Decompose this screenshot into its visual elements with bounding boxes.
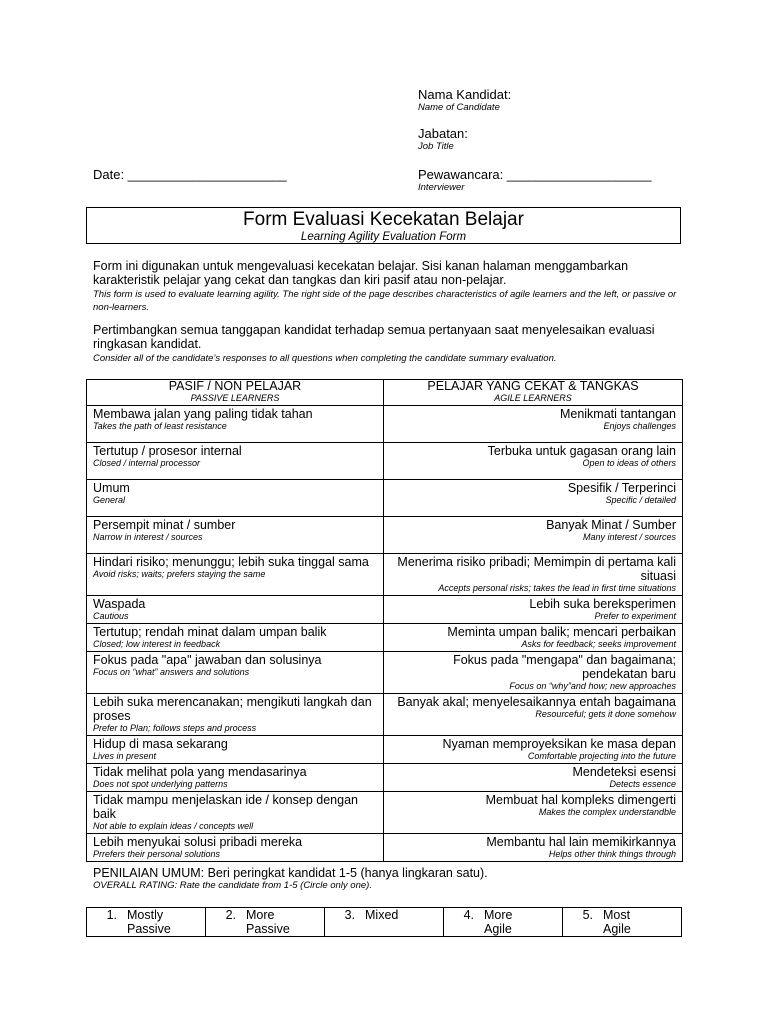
rating-number: 3. xyxy=(344,908,355,922)
overall-rating-text: PENILAIAN UMUM: Beri peringkat kandidat 1-5 (hanya lingkaran satu). xyxy=(93,866,488,880)
rating-number: 4. xyxy=(463,908,474,922)
passive-trait-cell xyxy=(87,624,384,652)
rating-label-line1: More xyxy=(246,908,275,922)
agile-trait-translation: Helps other think things through xyxy=(548,849,676,859)
table-row xyxy=(87,694,683,736)
header-agile-title: PELAJAR YANG CEKAT & TANGKAS xyxy=(427,379,639,393)
rating-number: 1. xyxy=(106,908,117,922)
table-row xyxy=(87,834,683,862)
agile-trait: Mendeteksi esensi xyxy=(572,765,676,779)
agile-trait-translation: Many interest / sources xyxy=(582,532,676,542)
passive-trait-cell xyxy=(87,443,384,480)
agile-trait: Lebih suka bereksperimen xyxy=(529,597,676,611)
table-row xyxy=(87,596,683,624)
table-row xyxy=(87,624,683,652)
job-title-label: Jabatan: xyxy=(418,126,468,141)
intro-paragraph-1 xyxy=(93,259,678,314)
passive-trait-translation: Prefer to Plan; follows steps and process xyxy=(93,723,257,733)
table-row xyxy=(87,652,683,694)
passive-trait: Tertutup / prosesor internal xyxy=(93,444,242,458)
table-row xyxy=(87,554,683,596)
agile-trait-translation: Accepts personal risks; takes the lead in first time situations xyxy=(438,583,676,593)
intro-paragraph-1-text: Form ini digunakan untuk mengevaluasi kecekatan belajar. Sisi kanan halaman menggambarkan karakteristik pelajar yang cekat dan tangkas dan kiri pasif atau non-pelajar. xyxy=(93,259,629,287)
rating-number: 2. xyxy=(225,908,236,922)
passive-trait-cell xyxy=(87,517,384,554)
agile-trait-translation: Detects essence xyxy=(609,779,676,789)
agile-trait-cell xyxy=(384,624,683,652)
table-row xyxy=(87,517,683,554)
job-title-sublabel: Job Title xyxy=(418,141,454,152)
agile-trait-translation: Specific / detailed xyxy=(605,495,676,505)
header-agile-subtitle: AGILE LEARNERS xyxy=(494,393,572,403)
passive-trait-translation: Narrow in interest / sources xyxy=(93,532,203,542)
passive-trait-translation: Takes the path of least resistance xyxy=(93,421,227,431)
table-row xyxy=(87,480,683,517)
intro-paragraph-2-translation: Consider all of the candidate’s responses to all questions when completing the candidate summary evaluation. xyxy=(93,353,557,364)
candidate-name-label: Nama Kandidat: xyxy=(418,87,512,102)
passive-trait-translation: Prrefers their personal solutions xyxy=(93,849,221,859)
agile-trait-cell xyxy=(384,694,683,736)
agile-trait: Spesifik / Terperinci xyxy=(567,481,676,495)
agile-trait-cell xyxy=(384,792,683,834)
table-row xyxy=(87,764,683,792)
passive-trait-translation: Cautious xyxy=(93,611,129,621)
passive-trait: Hindari risiko; menunggu; lebih suka tinggal sama xyxy=(93,555,369,569)
agile-trait-cell xyxy=(384,596,683,624)
passive-trait-cell xyxy=(87,736,384,764)
intro-paragraph-2 xyxy=(93,323,678,365)
agile-trait-translation: Enjoys challenges xyxy=(603,421,676,431)
header-agile-learners xyxy=(384,380,683,406)
agile-trait: Menerima risiko pribadi; Memimpin di pertama kali situasi xyxy=(397,555,676,583)
overall-rating-instructions xyxy=(93,866,678,891)
header-passive-title: PASIF / NON PELAJAR xyxy=(168,379,302,393)
candidate-name-sublabel: Name of Candidate xyxy=(418,102,500,113)
rating-option-2[interactable] xyxy=(206,908,325,937)
agile-trait-cell xyxy=(384,834,683,862)
date-field: Date: ______________________ xyxy=(93,167,287,182)
table-row xyxy=(87,406,683,443)
passive-trait-translation: Does not spot underlying patterns xyxy=(93,779,228,789)
passive-trait-translation: Lives in present xyxy=(93,751,157,761)
agile-trait-translation: Resourceful; gets it done somehow xyxy=(535,709,676,719)
intro-paragraph-2-text: Pertimbangkan semua tanggapan kandidat terhadap semua pertanyaan saat menyelesaikan evaluasi ringkasan kandidat. xyxy=(93,323,655,351)
rating-option-5[interactable] xyxy=(563,908,682,937)
passive-trait-translation: Avoid risks; waits; prefers staying the same xyxy=(93,569,266,579)
form-subtitle: Learning Agility Evaluation Form xyxy=(300,231,467,243)
rating-option-4[interactable] xyxy=(444,908,563,937)
agile-trait-translation: Open to ideas of others xyxy=(582,458,676,468)
agile-trait-cell xyxy=(384,443,683,480)
passive-trait-translation: Closed / internal processor xyxy=(93,458,201,468)
rating-option-3[interactable] xyxy=(325,908,444,937)
agile-trait: Meminta umpan balik; mencari perbaikan xyxy=(447,625,676,639)
passive-trait-translation: Not able to explain ideas / concepts well xyxy=(93,821,254,831)
form-title-box xyxy=(86,207,681,244)
agile-trait-translation: Makes the complex understandble xyxy=(538,807,676,817)
agile-trait-cell xyxy=(384,517,683,554)
evaluation-table xyxy=(86,379,683,862)
agile-trait: Terbuka untuk gagasan orang lain xyxy=(487,444,676,458)
rating-label-line1: More xyxy=(484,908,513,922)
passive-trait-cell xyxy=(87,554,384,596)
job-title-field xyxy=(418,126,468,152)
rating-label-line2: Agile xyxy=(484,922,512,936)
agile-trait: Banyak Minat / Sumber xyxy=(546,518,676,532)
overall-rating-translation: OVERALL RATING: Rate the candidate from 1-5 (Circle only one). xyxy=(93,880,372,891)
passive-trait-cell xyxy=(87,792,384,834)
passive-trait: Tidak mampu menjelaskan ide / konsep dengan baik xyxy=(93,793,358,821)
passive-trait-translation: Closed; low interest in feedback xyxy=(93,639,221,649)
rating-label-line1: Most xyxy=(603,908,631,922)
form-title: Form Evaluasi Kecekatan Belajar xyxy=(243,209,524,230)
passive-trait-cell xyxy=(87,694,384,736)
rating-label-line1: Mixed xyxy=(365,908,399,922)
passive-trait-cell xyxy=(87,764,384,792)
passive-trait-translation: Focus on “what” answers and solutions xyxy=(93,667,250,677)
agile-trait-cell xyxy=(384,554,683,596)
passive-trait: Persempit minat / sumber xyxy=(93,518,236,532)
agile-trait-translation: Prefer to experiment xyxy=(594,611,676,621)
agile-trait: Banyak akal; menyelesaikannya entah bagaimana xyxy=(397,695,676,709)
intro-paragraph-1-translation: This form is used to evaluate learning agility. The right side of the page describes characteristics of agile learners and the left, or passive or non-learners. xyxy=(93,289,677,313)
passive-trait: Lebih menyukai solusi pribadi mereka xyxy=(93,835,303,849)
passive-trait-cell xyxy=(87,834,384,862)
rating-label-line1: Mostly xyxy=(127,908,164,922)
passive-trait: Membawa jalan yang paling tidak tahan xyxy=(93,407,313,421)
passive-trait-cell xyxy=(87,652,384,694)
table-row xyxy=(87,443,683,480)
rating-label-line2: Agile xyxy=(603,922,631,936)
rating-options-row xyxy=(87,908,682,937)
agile-trait: Nyaman memproyeksikan ke masa depan xyxy=(442,737,676,751)
passive-trait: Lebih suka merencanakan; mengikuti langkah dan proses xyxy=(93,695,372,723)
table-row xyxy=(87,736,683,764)
passive-trait-cell xyxy=(87,596,384,624)
agile-trait-cell xyxy=(384,406,683,443)
passive-trait-cell xyxy=(87,406,384,443)
rating-number: 5. xyxy=(582,908,593,922)
passive-trait: Waspada xyxy=(93,597,146,611)
passive-trait: Umum xyxy=(93,481,130,495)
agile-trait-translation: Focus on “why”and how; new approaches xyxy=(509,681,676,691)
passive-trait: Tertutup; rendah minat dalam umpan balik xyxy=(93,625,327,639)
table-header-row xyxy=(87,380,683,406)
rating-scale xyxy=(86,907,682,937)
interviewer-label: Pewawancara: ____________________ xyxy=(418,167,652,182)
agile-trait: Membuat hal kompleks dimengerti xyxy=(485,793,676,807)
table-row xyxy=(87,792,683,834)
interviewer-sublabel: Interviewer xyxy=(418,182,465,193)
agile-trait-cell xyxy=(384,652,683,694)
rating-label-line2: Passive xyxy=(127,922,171,936)
header-passive-subtitle: PASSIVE LEARNERS xyxy=(190,393,280,403)
agile-trait-translation: Comfortable projecting into the future xyxy=(527,751,676,761)
agile-trait: Membantu hal lain memikirkannya xyxy=(486,835,676,849)
passive-trait: Hidup di masa sekarang xyxy=(93,737,228,751)
rating-label-line2: Passive xyxy=(246,922,290,936)
passive-trait-translation: General xyxy=(93,495,126,505)
interviewer-field xyxy=(418,167,651,193)
agile-trait-cell xyxy=(384,480,683,517)
header-passive-learners xyxy=(87,380,384,406)
passive-trait-cell xyxy=(87,480,384,517)
agile-trait: Menikmati tantangan xyxy=(559,407,676,421)
agile-trait-cell xyxy=(384,736,683,764)
agile-trait: Fokus pada "mengapa" dan bagaimana; pendekatan baru xyxy=(453,653,676,681)
agile-trait-cell xyxy=(384,764,683,792)
agile-trait-translation: Asks for feedback; seeks improvement xyxy=(521,639,676,649)
rating-option-1[interactable] xyxy=(87,908,206,937)
passive-trait: Fokus pada "apa" jawaban dan solusinya xyxy=(93,653,322,667)
candidate-name-field xyxy=(418,87,511,113)
passive-trait: Tidak melihat pola yang mendasarinya xyxy=(93,765,307,779)
